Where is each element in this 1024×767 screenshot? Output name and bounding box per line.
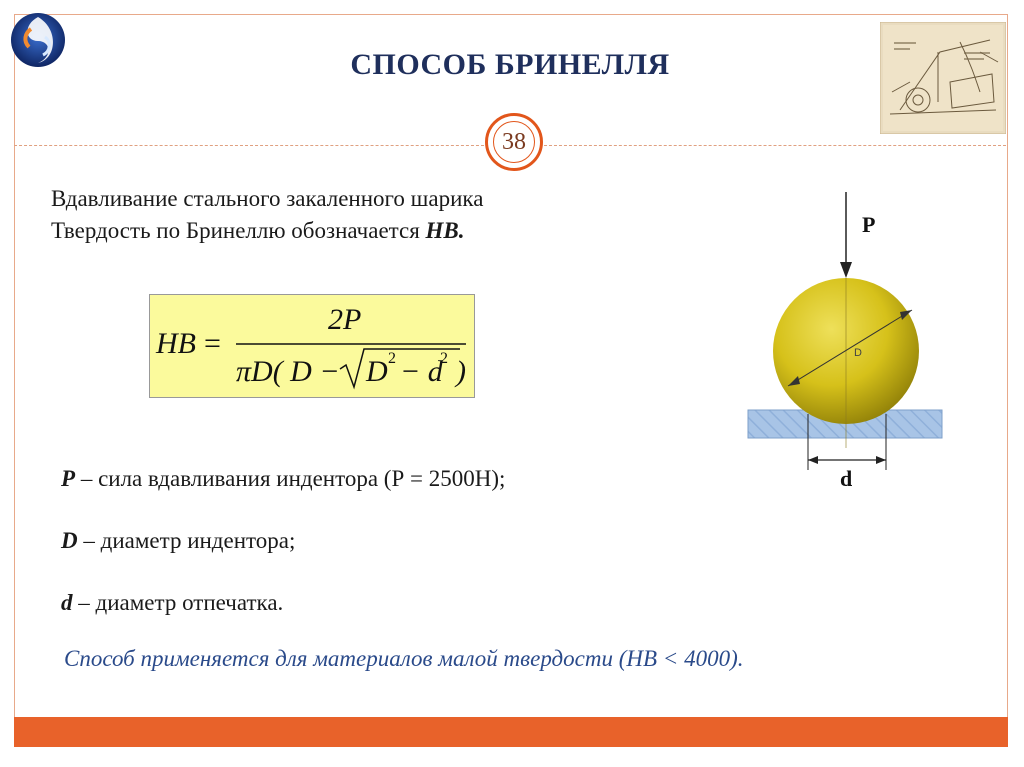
definition-d [61, 590, 283, 616]
formula-close-paren: ) [456, 355, 466, 388]
usage-note: Способ применяется для материалов малой твердости (НВ < 4000). [64, 646, 744, 671]
header-divider-left [14, 145, 484, 146]
intro-line-2-text: Твердость по Бринеллю обозначается [51, 218, 426, 243]
formula-exponent-2: 2 [440, 350, 448, 367]
formula-box [149, 294, 475, 398]
force-arrowhead [840, 262, 852, 278]
formula-exponent-1: 2 [388, 350, 396, 367]
definition-D [61, 528, 295, 554]
definition-symbol: D [61, 528, 78, 553]
formula-equals: = [204, 327, 221, 360]
formula-radicand-d: − d [400, 355, 443, 388]
slide-number: 38 [493, 121, 535, 163]
brinell-diagram [744, 188, 948, 498]
header-divider-right [544, 145, 1006, 146]
historical-sketch-image [880, 22, 1006, 134]
definition-symbol: P [61, 466, 76, 491]
brinell-formula [150, 295, 476, 399]
formula-lhs: HB [156, 327, 196, 360]
imprint-arrowhead-right [876, 456, 886, 464]
page-title: СПОСОБ БРИНЕЛЛЯ [350, 48, 670, 81]
intro-line-2 [51, 216, 465, 246]
formula-radicand-D: D [366, 355, 388, 388]
definition-text: – диаметр индентора; [77, 528, 296, 553]
slide-number-badge [485, 113, 543, 171]
intro-line-1: Вдавливание стального закаленного шарика [51, 186, 484, 211]
formula-numerator: 2P [328, 303, 362, 336]
definition-P [61, 466, 505, 492]
footer-bar [14, 717, 1008, 747]
definition-text: – сила вдавливания индентора (Р = 2500Н); [75, 466, 506, 491]
imprint-arrowhead-left [808, 456, 818, 464]
definition-symbol: d [61, 590, 73, 615]
definition-text: – диаметр отпечатка. [72, 590, 284, 615]
intro-line-2-bold: НВ. [425, 218, 465, 243]
diameter-label: D [854, 347, 862, 359]
imprint-label: d [840, 466, 853, 491]
force-label: P [862, 212, 876, 237]
formula-denominator-start: πD( D − [236, 355, 340, 388]
